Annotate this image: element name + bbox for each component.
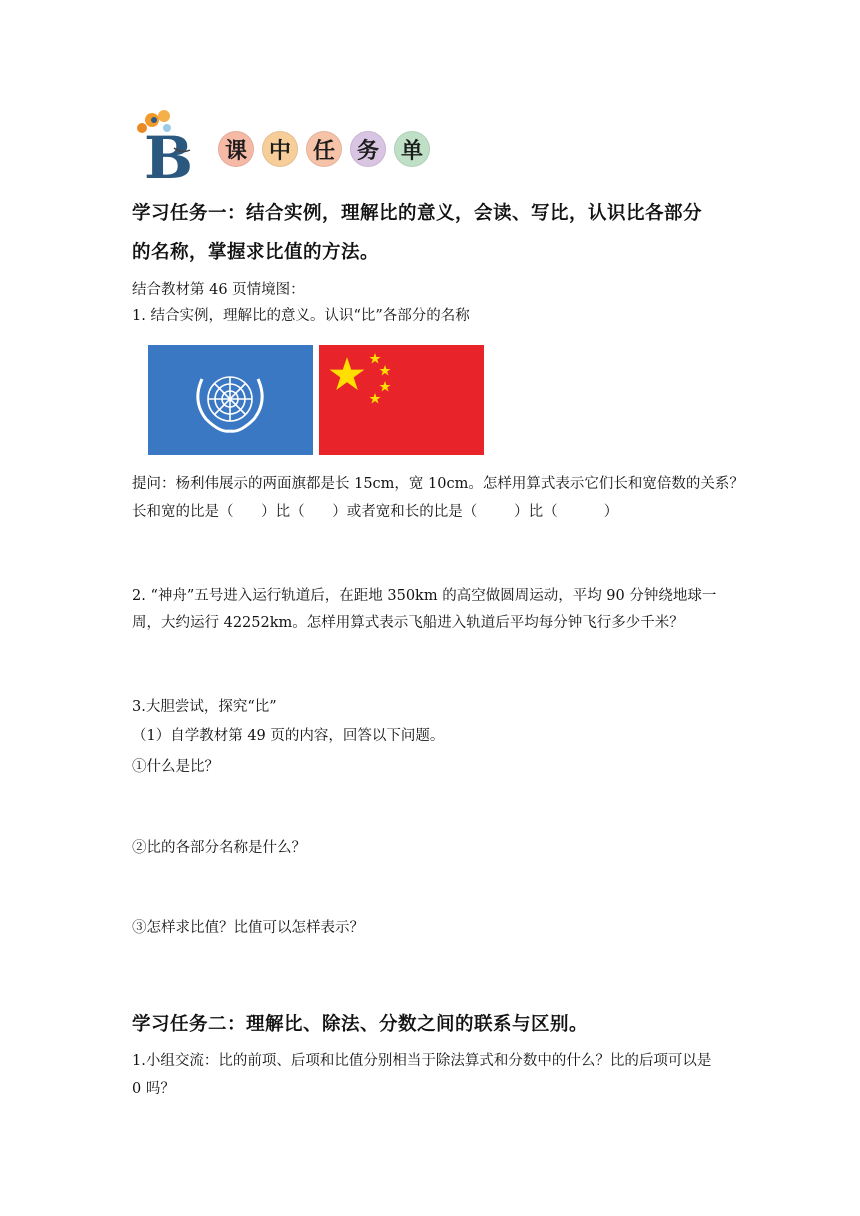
- task1-intro: 结合教材第 46 页情境图：: [132, 282, 305, 298]
- banner-char-2: 中: [262, 131, 298, 167]
- task1-q1: 1. 结合实例，理解比的意义。认识“比”各部分的名称: [132, 308, 470, 324]
- china-flag-image: [319, 345, 484, 455]
- task1-q3-sub: （1）自学教材第 49 页的内容，回答以下问题。: [132, 728, 445, 744]
- task1-q2-line1: 2. “神舟”五号进入运行轨道后，在距地 350km 的高空做圆周运动，平均 90 分钟绕地球一: [132, 588, 717, 604]
- task1-q3-c: ③怎样求比值？比值可以怎样表示？: [132, 920, 364, 936]
- task2-q1-line1: 1.小组交流：比的前项、后项和比值分别相当于除法算式和分数中的什么？比的后项可以是: [132, 1053, 712, 1069]
- section-banner: [134, 108, 444, 182]
- banner-char-3: 任: [306, 131, 342, 167]
- task1-ratio-line: 长和宽的比是（ ）比（ ）或者宽和长的比是（ ）比（ ）: [132, 504, 619, 520]
- task2-q1-line2: 0 吗？: [132, 1081, 175, 1097]
- banner-char-5: 单: [394, 131, 430, 167]
- banner-char-1: 课: [218, 131, 254, 167]
- banner-letter: B: [144, 124, 194, 182]
- task1-title-line1: 学习任务一：结合实例，理解比的意义，会读、写比，认识比各部分: [132, 203, 703, 224]
- task1-title-line2: 的名称，掌握求比值的方法。: [132, 242, 380, 263]
- un-flag-image: [148, 345, 313, 455]
- task2-title: 学习任务二：理解比、除法、分数之间的联系与区别。: [132, 1014, 589, 1035]
- flower-letter-b-icon: [134, 108, 194, 182]
- task1-q3-a: ①什么是比？: [132, 759, 219, 775]
- task1-question: 提问：杨利伟展示的两面旗都是长 15cm，宽 10cm。怎样用算式表示它们长和宽倍数的关系？: [132, 476, 744, 492]
- task1-q2-line2: 周，大约运行 42252km。怎样用算式表示飞船进入轨道后平均每分钟飞行多少千米？: [132, 615, 684, 631]
- task1-q3-b: ②比的各部分名称是什么？: [132, 840, 306, 856]
- task1-q3: 3.大胆尝试，探究“比”: [132, 699, 277, 715]
- banner-char-4: 务: [350, 131, 386, 167]
